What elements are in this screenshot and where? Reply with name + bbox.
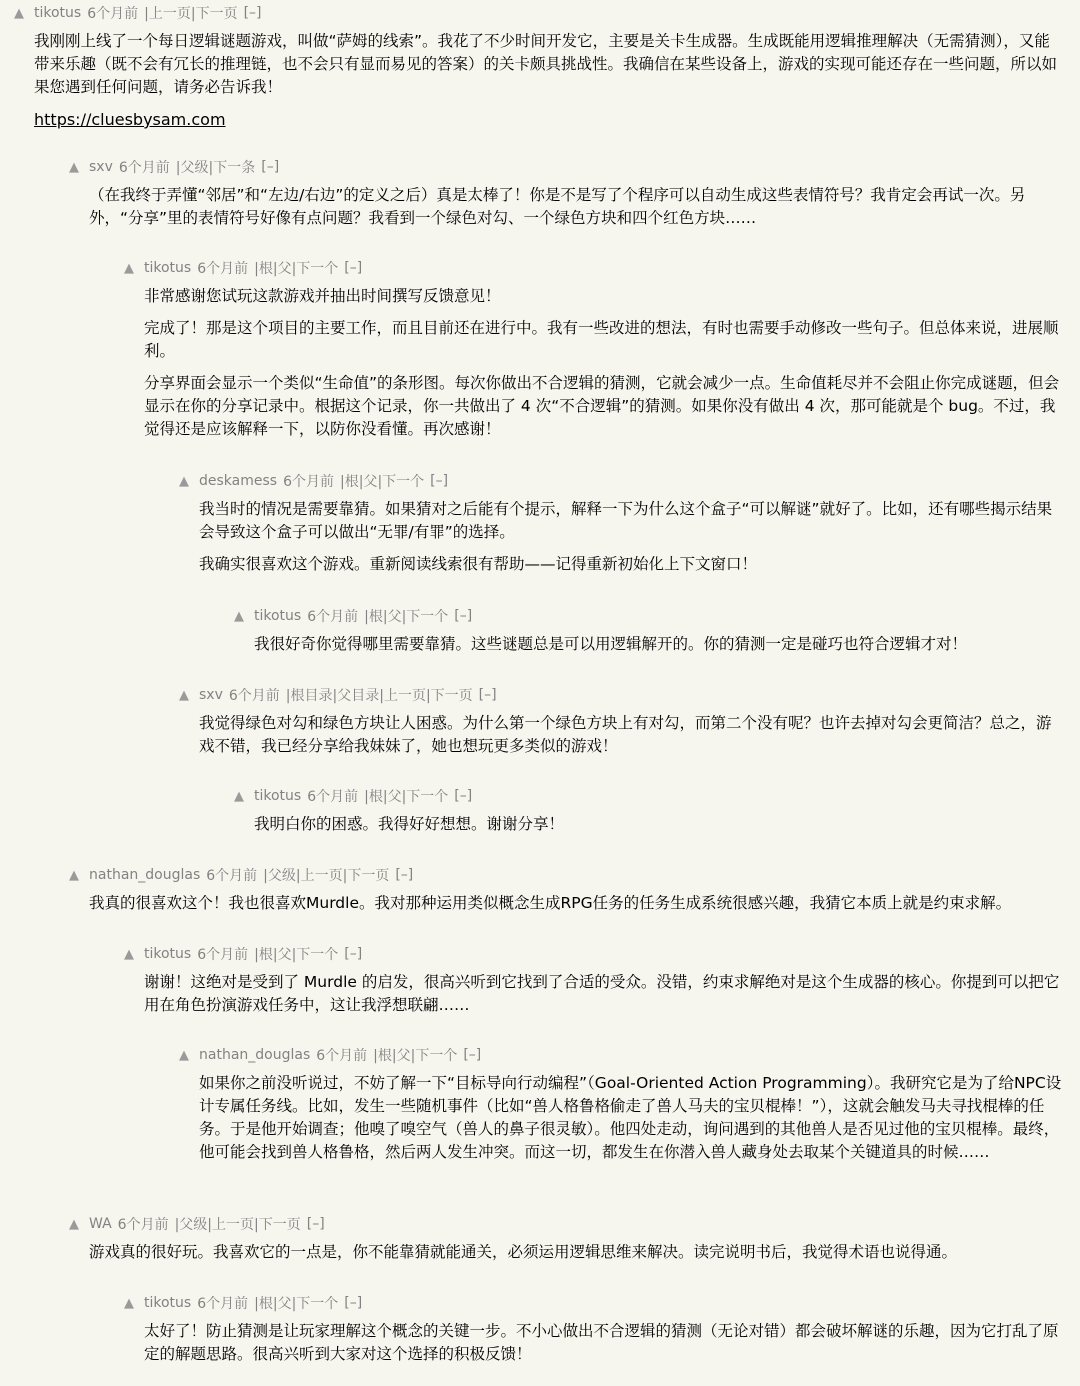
nav-link[interactable]: 父级: [179, 1217, 208, 1233]
nav-link[interactable]: 下一页: [430, 688, 473, 704]
comment-body: [0, 30, 1080, 132]
nav-link[interactable]: 父: [277, 947, 292, 963]
comment-paragraph: 我确实很喜欢这个游戏。重新阅读线索很有帮助——记得重新初始化上下文窗口！: [199, 555, 758, 573]
nav-separator: |: [401, 789, 407, 805]
upvote-arrow-icon[interactable]: ▲: [179, 687, 189, 703]
comment-username[interactable]: tikotus: [144, 946, 192, 962]
nav-link[interactable]: 父: [387, 789, 402, 805]
collapse-toggle[interactable]: [–]: [344, 260, 363, 276]
nav-separator: |: [358, 474, 364, 490]
nav-link[interactable]: 根: [368, 609, 383, 625]
nav-link[interactable]: 根: [377, 1048, 392, 1064]
comment: [0, 1290, 1080, 1375]
comment-username[interactable]: nathan_douglas: [199, 1047, 311, 1063]
nav-link[interactable]: 下一页: [258, 1217, 301, 1233]
upvote-arrow-icon[interactable]: ▲: [124, 260, 134, 276]
nav-separator: |: [272, 947, 278, 963]
comment-paragraph: 如果你之前没听说过，不妨了解一下“目标导向行动编程”（Goal-Oriented Action Programming）。我研究它是为了给NPC设计专属任务线。比如，发生一些随机事件（比如“兽人格鲁格偷走了兽人马夫的宝贝棍棒！”），这就会触发马夫寻找棍棒的任务。于是他开始调查；他嗅了嗅空气（兽人的鼻子很灵敏）。他四处走动，询问遇到的其他兽人是否见过他的宝贝棍棒。最终，他可能会找到兽人格鲁格，然后两人发生冲突。而这一切，都发生在你潜入兽人藏身处去取某个关键道具的时候……: [199, 1074, 1062, 1161]
comment-header: [0, 154, 1080, 180]
upvote-arrow-icon[interactable]: ▲: [234, 788, 244, 804]
comment-paragraph: 我很好奇你觉得哪里需要靠猜。这些谜题总是可以用逻辑解开的。你的猜测一定是碰巧也符合逻辑才对！: [254, 635, 968, 653]
nav-link[interactable]: 父: [363, 474, 378, 490]
collapse-toggle[interactable]: [–]: [454, 608, 473, 624]
nav-separator: |: [144, 6, 149, 22]
nav-link[interactable]: 上一页: [212, 1217, 255, 1233]
comment: [0, 1042, 1080, 1173]
comment-age[interactable]: 6个月前: [197, 947, 249, 963]
comment: [0, 603, 1080, 665]
nav-link[interactable]: 根: [258, 1296, 273, 1312]
comment-link-line: [34, 108, 1064, 132]
comment: [0, 783, 1080, 845]
nav-link[interactable]: 根: [258, 261, 273, 277]
comment-body: [0, 498, 1080, 576]
comment-paragraph: 我觉得绿色对勾和绿色方块让人困惑。为什么第一个绿色方块上有对勾，而第二个没有呢？也许去掉对勾会更简洁？总之，游戏不错，我已经分享给我妹妹了，她也想玩更多类似的游戏！: [199, 714, 1052, 755]
nav-separator: |: [263, 868, 268, 884]
nav-separator: |: [207, 1217, 213, 1233]
nav-link[interactable]: 下一个: [415, 1048, 458, 1064]
nav-separator: |: [254, 947, 259, 963]
collapse-toggle[interactable]: [–]: [344, 946, 363, 962]
nav-link[interactable]: 下一个: [296, 261, 339, 277]
comment-nav: [254, 258, 338, 278]
nav-separator: |: [377, 474, 383, 490]
nav-link[interactable]: 根目录: [290, 688, 333, 704]
comment-body: [0, 633, 1080, 656]
comment: [0, 1211, 1080, 1273]
comment-paragraph: 太好了！防止猜测是让玩家理解这个概念的关键一步。不小心做出不合逻辑的猜测（无论对错）都会破坏解谜的乐趣，因为它打乱了原定的解题思路。很高兴听到大家对这个选择的积极反馈！: [144, 1322, 1059, 1363]
comment-header: [0, 862, 1080, 888]
comment-nav: [364, 786, 448, 806]
nav-separator: |: [291, 261, 297, 277]
nav-separator: |: [340, 474, 345, 490]
comment-age[interactable]: 6个月前: [228, 688, 280, 704]
nav-link[interactable]: 下一个: [296, 947, 339, 963]
upvote-arrow-icon[interactable]: ▲: [124, 1295, 134, 1311]
comment-username[interactable]: deskamess: [199, 473, 278, 489]
comment-age[interactable]: 6个月前: [283, 474, 334, 490]
nav-link[interactable]: 上一页: [383, 688, 426, 704]
comment-paragraph: 游戏真的很好玩。我喜欢它的一点是，你不能靠猜就能通关，必须运用逻辑思维来解决。读完说明书后，我觉得术语也说得通。: [89, 1243, 958, 1261]
nav-separator: |: [382, 609, 388, 625]
collapse-toggle[interactable]: [–]: [463, 1047, 482, 1063]
comment-body: [0, 813, 1080, 836]
comment-paragraph: 我刚刚上线了一个每日逻辑谜题游戏，叫做“萨姆的线索”。我花了不少时间开发它，主要是关卡生成器。生成既能用逻辑推理解决（无需猜测），又能带来乐趣（既不会有冗长的推理链，也不会只有显而易见的答案）的关卡颇具挑战性。我确信在某些设备上，游戏的实现可能还存在一些问题，所以如果您遇到任何问题，请务必告诉我！: [34, 32, 1058, 96]
comment-age[interactable]: 6个月前: [118, 160, 170, 176]
nav-separator: |: [291, 1296, 297, 1312]
comment-body: [0, 1320, 1080, 1366]
comment-nav: [373, 1045, 457, 1065]
comment-nav: [176, 157, 255, 177]
nav-link[interactable]: 上一页: [300, 868, 343, 884]
comment-nav: [364, 606, 448, 626]
comment: [0, 941, 1080, 1026]
comment-paragraph: 我明白你的困惑。我得好好想想。谢谢分享！: [254, 815, 565, 833]
comment: [0, 255, 1080, 450]
comment-nav: [175, 1214, 301, 1234]
comment-age[interactable]: 6个月前: [117, 1217, 169, 1233]
nav-separator: |: [364, 789, 369, 805]
nav-separator: |: [342, 868, 348, 884]
comment-username[interactable]: tikotus: [144, 260, 192, 276]
comment-username[interactable]: tikotus: [144, 1295, 192, 1311]
comment-nav: [144, 3, 237, 23]
comment-age[interactable]: 6个月前: [307, 789, 359, 805]
nav-link[interactable]: 上一页: [148, 6, 191, 22]
nav-link[interactable]: 父: [387, 609, 402, 625]
nav-separator: |: [379, 688, 384, 704]
comment-nav: [254, 944, 338, 964]
external-link[interactable]: https://cluesbysam.com: [34, 110, 226, 129]
comment-paragraph: 分享界面会显示一个类似“生命值”的条形图。每次你做出不合逻辑的猜测，它就会减少一点。生命值耗尽并不会阻止你完成谜题，但会显示在你的分享记录中。根据这个记录，你一共做出了 4 次“不合逻辑”的猜测。如果你没有做出 4 次，那可能就是个 bug。不过，我觉得还是应该解释一下，以防你没看懂。再次感谢！: [144, 374, 1060, 438]
nav-link[interactable]: 下一个: [406, 609, 449, 625]
comment-age[interactable]: 6个月前: [197, 1296, 249, 1312]
comment-paragraph: 我当时的情况是需要靠猜。如果猜对之后能有个提示，解释一下为什么这个盒子“可以解谜”就好了。比如，还有哪些揭示结果会导致这个盒子可以做出“无罪/有罪”的选择。: [199, 500, 1053, 541]
comment: [0, 0, 1080, 141]
nav-separator: |: [285, 688, 291, 704]
collapse-toggle[interactable]: [–]: [395, 867, 414, 883]
comment-header: [0, 1042, 1080, 1068]
upvote-arrow-icon[interactable]: ▲: [69, 867, 79, 883]
nav-link[interactable]: 下一条: [213, 160, 256, 176]
nav-separator: |: [382, 789, 388, 805]
nav-separator: |: [391, 1048, 397, 1064]
upvote-arrow-icon[interactable]: ▲: [179, 1047, 189, 1063]
nav-separator: |: [425, 688, 431, 704]
comment-header: [0, 468, 1080, 494]
nav-separator: |: [190, 6, 196, 22]
collapse-toggle[interactable]: [–]: [478, 687, 497, 703]
nav-link[interactable]: 下一个: [296, 1296, 339, 1312]
comment: [0, 154, 1080, 239]
nav-link[interactable]: 父: [277, 261, 292, 277]
nav-separator: |: [254, 1217, 259, 1233]
comment-paragraph: （在我终于弄懂“邻居”和“左边/右边”的定义之后）真是太棒了！你是不是写了个程序可以自动生成这些表情符号？我肯定会再试一次。另外，“分享”里的表情符号好像有点问题？我看到一个绿色对勾、一个绿色方块和四个红色方块……: [89, 186, 1026, 227]
comment-age[interactable]: 6个月前: [307, 609, 359, 625]
nav-link[interactable]: 父: [277, 1296, 292, 1312]
comment: [0, 862, 1080, 924]
nav-link[interactable]: 根: [344, 474, 359, 490]
comment-age[interactable]: 6个月前: [206, 868, 258, 884]
comment-nav: [286, 685, 473, 705]
nav-separator: |: [332, 688, 338, 704]
comment-header: [0, 1290, 1080, 1316]
nav-separator: |: [208, 160, 214, 176]
comment-username[interactable]: tikotus: [34, 5, 82, 21]
comment-header: [0, 941, 1080, 967]
comment-body: [0, 184, 1080, 230]
comment-username[interactable]: sxv: [199, 687, 223, 703]
nav-separator: |: [291, 947, 297, 963]
upvote-arrow-icon[interactable]: ▲: [14, 5, 24, 21]
comment-paragraph: 谢谢！这绝对是受到了 Murdle 的启发，很高兴听到它找到了合适的受众。没错，约束求解绝对是这个生成器的核心。你提到可以把它用在角色扮演游戏任务中，这让我浮想联翩……: [144, 973, 1060, 1014]
nav-link[interactable]: 下一页: [195, 6, 238, 22]
nav-separator: |: [272, 261, 278, 277]
nav-link[interactable]: 根: [368, 789, 383, 805]
comment-header: [0, 603, 1080, 629]
comment: [0, 468, 1080, 585]
nav-link[interactable]: 父级: [180, 160, 209, 176]
comment: [0, 682, 1080, 767]
collapse-toggle[interactable]: [–]: [243, 5, 262, 21]
nav-link[interactable]: 父级: [267, 868, 296, 884]
nav-separator: |: [295, 868, 301, 884]
comment-nav: [340, 471, 424, 491]
nav-link[interactable]: 下一页: [347, 868, 390, 884]
nav-separator: |: [174, 1217, 180, 1233]
nav-link[interactable]: 下一个: [406, 789, 449, 805]
comment-username[interactable]: nathan_douglas: [89, 867, 201, 883]
nav-link[interactable]: 下一个: [382, 474, 425, 490]
comment-body: [0, 892, 1080, 915]
nav-link[interactable]: 父目录: [337, 688, 380, 704]
nav-separator: |: [254, 1296, 259, 1312]
comment-body: [0, 712, 1080, 758]
nav-link[interactable]: 父: [396, 1048, 411, 1064]
comment-header: [0, 1211, 1080, 1237]
comment-age[interactable]: 6个月前: [316, 1048, 368, 1064]
comment-body: [0, 1072, 1080, 1164]
comment-username[interactable]: tikotus: [254, 608, 302, 624]
nav-separator: |: [272, 1296, 278, 1312]
nav-separator: |: [373, 1048, 378, 1064]
comment-paragraph: 非常感谢您试玩这款游戏并抽出时间撰写反馈意见！: [144, 287, 501, 305]
comment-age[interactable]: 6个月前: [197, 261, 249, 277]
comment-body: [0, 285, 1080, 441]
comment-header: [0, 255, 1080, 281]
comment-username[interactable]: tikotus: [254, 788, 302, 804]
comment-username[interactable]: WA: [89, 1216, 112, 1232]
upvote-arrow-icon[interactable]: ▲: [69, 1216, 79, 1232]
collapse-toggle[interactable]: [–]: [261, 159, 280, 175]
comment-body: [0, 1241, 1080, 1264]
collapse-toggle[interactable]: [–]: [306, 1216, 325, 1232]
comment-nav: [263, 865, 389, 885]
comment-nav: [254, 1293, 338, 1313]
collapse-toggle[interactable]: [–]: [344, 1295, 363, 1311]
comment-header: [0, 682, 1080, 708]
nav-link[interactable]: 根: [258, 947, 273, 963]
nav-separator: |: [410, 1048, 416, 1064]
comment-age[interactable]: 6个月前: [87, 6, 139, 22]
comment-username[interactable]: sxv: [89, 159, 113, 175]
comment-header: [0, 783, 1080, 809]
comment-header: [0, 0, 1080, 26]
comment-paragraph: 完成了！那是这个项目的主要工作，而且目前还在进行中。我有一些改进的想法，有时也需要手动修改一些句子。但总体来说，进展顺利。: [144, 319, 1059, 360]
nav-separator: |: [175, 160, 181, 176]
upvote-arrow-icon[interactable]: ▲: [124, 946, 134, 962]
nav-separator: |: [364, 609, 369, 625]
collapse-toggle[interactable]: [–]: [454, 788, 473, 804]
nav-separator: |: [254, 261, 259, 277]
nav-separator: |: [401, 609, 407, 625]
upvote-arrow-icon[interactable]: ▲: [179, 473, 189, 489]
upvote-arrow-icon[interactable]: ▲: [234, 608, 244, 624]
comment-paragraph: 我真的很喜欢这个！我也很喜欢Murdle。我对那种运用类似概念生成RPG任务的任务生成系统很感兴趣，我猜它本质上就是约束求解。: [89, 894, 1012, 912]
upvote-arrow-icon[interactable]: ▲: [69, 159, 79, 175]
comment-body: [0, 971, 1080, 1017]
collapse-toggle[interactable]: [–]: [430, 473, 449, 489]
